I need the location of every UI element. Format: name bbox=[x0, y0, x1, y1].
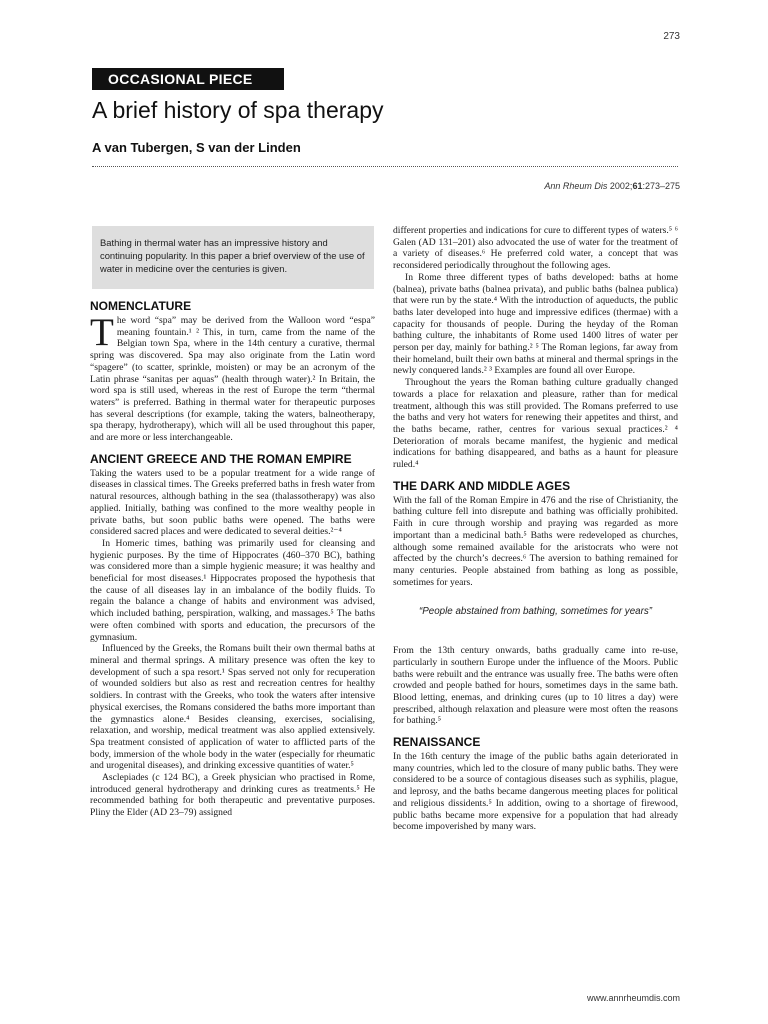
citation-pages: :273–275 bbox=[642, 181, 680, 191]
paragraph-text: he word “spa” may be derived from the Walloon word “espa” meaning fountain.¹ ² This, in turn, came from the name of the Belgian town Spa, where in the 14th century a curative, thermal spring was discovered. Spa may also originate from the Latin word “spagere” (to scatter, sprinkle, moisten) or may be an acronym of the Latin phrase “sanitas per aquas” (health through water).² In Britain, the word spa is still used, whereas in the rest of Europe the term “thermal waters” is preferred. Bathing in thermal water for therapeutic purposes has several descriptions (for example, taking the waters, balneotherapy, spa therapy, hydrotherapy), which will all be used throughout this paper, and are more or less interchangeable. bbox=[90, 315, 375, 444]
page-number: 273 bbox=[663, 31, 680, 42]
paragraph: Asclepiades (c 124 BC), a Greek physician who practised in Rome, introduced general hydrotherapy and drinking cures as treatments.⁵ He recommended bathing for both therapeutic and preventative purposes. Pliny the Elder (AD 23–79) assigned bbox=[90, 772, 375, 819]
article-title: A brief history of spa therapy bbox=[92, 97, 384, 123]
paragraph: In the 16th century the image of the public baths again deteriorated in many countries, which led to the closure of many public baths. They were considered to be a source of contagious diseases such as syphilis, plague, and leprosy, and the baths became dangerous meeting places for political and religious dissidents.⁵ In addition, owing to a shortage of firewood, public baths became more expensive for a population that had already become impoverished by many wars. bbox=[393, 751, 678, 833]
right-column bbox=[393, 225, 678, 833]
heading-renaissance: RENAISSANCE bbox=[393, 735, 481, 750]
heading-dark-middle-ages: THE DARK AND MIDDLE AGES bbox=[393, 478, 571, 493]
paragraph: From the 13th century onwards, baths gradually came into re-use, particularly in southern Europe under the influence of the Moors. Public baths were rebuilt and the entrance was usually free. The baths were often crowded and people bathed for hours, sometimes days in the same bath. Blood letting, enemas, and drinking cures (up to 10 litres a day) were prescribed, although relaxation and pleasure were most often the reasons for bathing.⁵ bbox=[393, 645, 678, 727]
paragraph: Taking the waters used to be a popular treatment for a wide range of diseases in classical times. The Greeks preferred baths in fresh water from natural resources, although bathing in the sea (thalassotherapy) was also applied. Initially, bathing was confined to the more wealthy people in private baths, but soon public baths were opened. The baths were considered sacred places and were dedicated to several deities.²⁻⁴ bbox=[90, 467, 375, 538]
pull-quote: “People abstained from bathing, sometimes for years” bbox=[418, 606, 653, 618]
drop-cap: T bbox=[90, 311, 114, 354]
heading-nomenclature: NOMENCLATURE bbox=[90, 299, 192, 313]
paragraph: With the fall of the Roman Empire in 476 and the rise of Christianity, the bathing culture fell into disrepute and bathing was officially prohibited. Faith in cure through worship and praying was regarded as more important than a medicinal bath.⁵ Baths were redeveloped as churches, although some remained available for the aristocrats who were not affected by the church’s decrees.⁶ The aversion to bathing remained for many centuries. People abstained from bathing as long as possible, sometimes for years. bbox=[393, 494, 678, 588]
citation-volume: 61 bbox=[632, 181, 643, 191]
footer-url: www.annrheumdis.com bbox=[586, 993, 680, 1003]
heading-greece-rome: ANCIENT GREECE AND THE ROMAN EMPIRE bbox=[90, 451, 352, 466]
left-column bbox=[90, 299, 375, 819]
dotted-divider bbox=[92, 166, 678, 167]
citation-journal: Ann Rheum Dis bbox=[544, 181, 608, 191]
citation-year: 2002; bbox=[609, 181, 633, 191]
paragraph: different properties and indications for cure to different types of waters.⁵ ⁶ Galen (AD 131–201) also advocated the use of water for the treatment of a variety of diseases.⁶ He preferred cold water, a concept that was reconsidered periodically throughout the following ages. bbox=[393, 225, 678, 272]
citation bbox=[544, 181, 680, 191]
authors: A van Tubergen, S van der Linden bbox=[92, 140, 301, 155]
paragraph: In Homeric times, bathing was primarily used for cleansing and hygienic purposes. By the time of Hippocrates (460–370 BC), bathing was considered more than a simple hygienic measure; it was healthy and beneficial for most diseases.¹ Hippocrates proposed the hypothesis that the cause of all diseases lay in an imbalance of the bodily fluids. To regain the balance a change of habits and environment was advised, which included bathing, perspiration, walking, and massages.⁵ The baths were often combined with sports and education, the precursors of the gymnasium. bbox=[90, 537, 375, 643]
paragraph: In Rome three different types of baths developed: baths at home (balnea), private baths (balnea privata), and public baths (balnea publica) that were run by the state.⁴ With the introduction of aqueducts, the public baths later developed into huge and impressive edifices (thermae) with a capacity for thousands of people. During the heyday of the Roman bathing culture, the inhabitants of Rome used 1400 litres of water per person per day, mainly for bathing.² ⁵ The Roman legions, far away from their homeland, built their own baths at mineral and thermal springs in the newly conquered lands.² ³ Examples are found all over Europe. bbox=[393, 271, 678, 377]
paragraph bbox=[90, 311, 375, 444]
paragraph: Throughout the years the Roman bathing culture gradually changed towards a place for relaxation and pleasure, rather than for medical treatment, although this was still provided. The Romans preferred to use the baths and very hot waters for renewing their appetites and thirst, and the baths became, rather, centres for various sexual practices.² ⁴ Deterioration of morals became manifest, the hygienic and medical indications for bathing disappeared, and baths as a haunt for pleasure ruled.⁴ bbox=[393, 377, 678, 471]
paragraph: Influenced by the Greeks, the Romans built their own thermal baths at mineral and thermal springs. A military presence was often the key to development of such a spa resort.¹ Spas served not only for recuperation of wounded soldiers but also as rest and recreation centres for healthy soldiers. In contrast with the Greeks, who took the waters after intensive physical exercises, the Romans considered the baths more important than the gymnastics alone.⁴ Besides cleansing, exercises, socialising, relaxation, and worship, medical treatment was also applied extensively. Spa treatment consisted of application of water to afflicted parts of the body, immersion of the whole body in the water (especially for rheumatic and urogenital diseases), and drinking excessive quantities of water.⁵ bbox=[90, 643, 375, 772]
section-tag: OCCASIONAL PIECE bbox=[92, 68, 284, 90]
abstract-box: Bathing in thermal water has an impressive history and continuing popularity. In this paper a brief overview of the use of water in medicine over the centuries is given. bbox=[92, 226, 374, 289]
